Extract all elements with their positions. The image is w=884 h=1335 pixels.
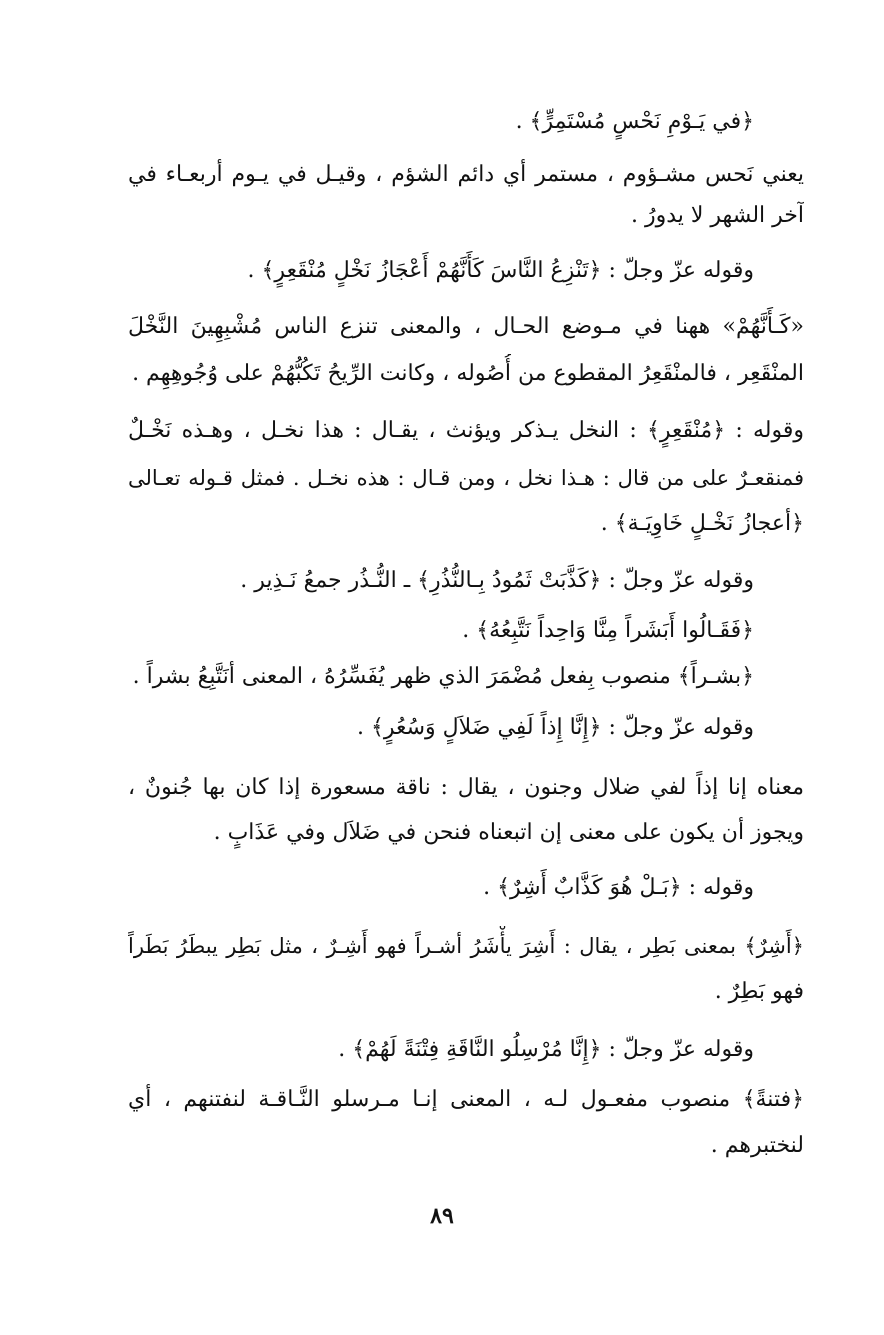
- commentary-line: ﴿فتنةً﴾ منصوب مفعـول لـه ، المعنى إنـا مـرسلو النَّـاقـة لنفتنهم ، أي: [128, 1087, 804, 1112]
- quran-verse-line: وقوله عزّ وجلّ : ﴿إِنَّا إِذاً لَفِي ضَلاَلٍ وَسُعُرٍ﴾ .: [356, 715, 754, 740]
- quran-verse-line: وقوله عزّ وجلّ : ﴿إِنَّا مُرْسِلُو النَّاقَةِ فِتْنَةً لَهُمْ﴾ .: [338, 1037, 754, 1062]
- commentary-line: «كَـأَنَّهُمْ» ههنا في مـوضع الحـال ، والمعنى تنزع الناس مُشْبِهِينَ النَّخْلَ: [128, 314, 804, 339]
- commentary-line: آخر الشهر لا يدورُ .: [630, 203, 804, 228]
- commentary-line: المنْقَعِر ، فالمنْقَعِرُ المقطوع من أُصُوله ، وكانت الرِّيحُ تَكُبُّهُمْ على وُجُوهِهِم .: [132, 361, 804, 386]
- commentary-line: ﴿أَشِرٌ﴾ بمعنى بَطِر ، يقال : أَشِرَ يأْشَرُ أشـراً فهو أَشِـرٌ ، مثل بَطِر يبطَرُ بَطَراً: [128, 934, 804, 958]
- commentary-line: معناه إنا إذاً لفي ضلال وجنون ، يقال : ناقة مسعورة إذا كان بها جُنونٌ ،: [128, 775, 804, 800]
- commentary-line: فهو بَطِرٌ .: [714, 979, 804, 1004]
- commentary-line: وقوله : ﴿مُنْقَعِرٍ﴾ : النخل يـذكر ويؤنث ، يقـال : هذا نخـل ، وهـذه نَخْـلٌ: [128, 418, 804, 443]
- commentary-line: ويجوز أن يكون على معنى إن اتبعناه فنحن في ضَلاَل وفي عَذَابٍ .: [213, 820, 804, 845]
- quran-verse-line: ﴿في يَـوْمِ نَحْسٍ مُسْتَمِرٍّ﴾ .: [515, 109, 754, 134]
- commentary-line: لنختبرهم .: [710, 1133, 804, 1158]
- commentary-line: ﴿بشـراً﴾ منصوب بِفعل مُضْمَرَ الذي ظهر يُفَسِّرُهُ ، المعنى أنَتَّبِعُ بشراً .: [132, 664, 754, 689]
- commentary-line: فمنقعـرٌ على من قال : هـذا نخل ، ومن قـال : هذه نخـل . فمثل قـوله تعـالى: [128, 466, 804, 490]
- quran-verse-line: وقوله : ﴿بَـلْ هُوَ كَذَّابٌ أَشِرٌ﴾ .: [483, 875, 754, 900]
- quran-verse-line: ﴿فَقَـالُوا أَبَشَراً مِنَّا وَاحِداً نَتَّبِعُهُ﴾ .: [462, 618, 754, 643]
- page-number: ٨٩: [430, 1203, 454, 1229]
- commentary-line: ﴿أعجازُ نَخْـلٍ خَاوِيَـة﴾ .: [600, 511, 804, 536]
- quran-verse-line: وقوله عزّ وجلّ : ﴿تَنْزِعُ النَّاسَ كَأَنَّهُمْ أَعْجَازُ نَخْلٍ مُنْقَعِرٍ﴾ .: [247, 258, 754, 283]
- commentary-line: يعني نَحس مشـؤوم ، مستمر أي دائم الشؤم ، وقيـل في يـوم أربعـاء في: [128, 162, 804, 187]
- quran-verse-line: وقوله عزّ وجلّ : ﴿كَذَّبَتْ ثَمُودُ بِـالنُّذُرِ﴾ ـ النُّـذُر جمعُ نَـذِير .: [240, 568, 754, 593]
